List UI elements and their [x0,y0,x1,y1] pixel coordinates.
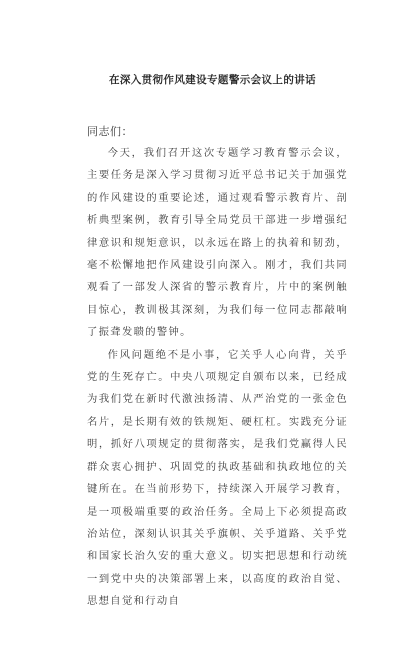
document-title: 在深入贯彻作风建设专题警示会议上的讲话 [108,74,317,86]
document-page [0,72,410,652]
paragraph-2: 作风问题绝不是小事，它关乎人心向背，关乎党的生死存亡。中央八项规定自颁布以来，已经成为我们党在新时代激浊扬清、从严治党的一张金色名片，是长期有效的铁规矩、硬杠杠。实践充分证明，抓好八项规定的贯彻落实，是我们党赢得人民群众衷心拥护、巩固党的执政基础和执政地位的关键所在。在当前形势下，持续深入开展学习教育，是一项极端重要的政治任务。全局上下必须提高政治站位，深刻认识其关乎旗帜、关乎道路、关乎党和国家长治久安的重大意义。切实把思想和行动统一到党中央的决策部署上来，以高度的政治自觉、思想自觉和行动自 [87,348,348,608]
greeting: 同志们： [87,125,133,138]
paragraph-1: 今天，我们召开这次专题学习教育警示会议，主要任务是深入学习贯彻习近平总书记关于加强党的作风建设的重要论述，通过观看警示教育片、剖析典型案例，教育引导全局党员干部进一步增强纪律意识和规矩意识，以永远在路上的执着和韧劲，毫不松懈地把作风建设引向深入。刚才，我们共同观看了一部发人深省的警示教育片，片中的案例触目惊心，教训极其深刻，为我们每一位同志都敲响了振聋发聩的警钟。 [87,147,348,339]
